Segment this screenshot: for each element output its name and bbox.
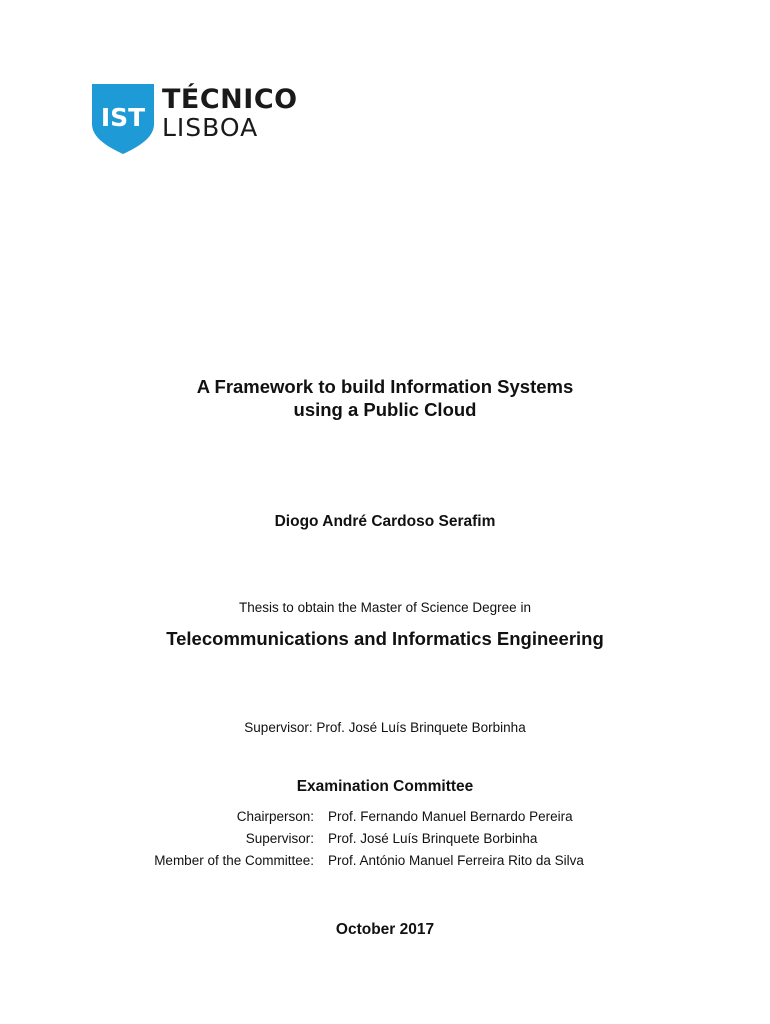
committee-role: Member of the Committee:: [154, 853, 314, 868]
committee-member: Prof. António Manuel Ferreira Rito da Silva: [328, 853, 584, 868]
thesis-intro: Thesis to obtain the Master of Science Degree in: [239, 600, 531, 615]
submission-date: October 2017: [335, 921, 435, 938]
author-name: Diogo André Cardoso Serafim: [274, 513, 496, 530]
committee-list: [0, 806, 770, 872]
title-line-2: using a Public Cloud: [293, 399, 477, 420]
committee-row: [0, 806, 770, 828]
committee-row: [0, 828, 770, 850]
committee-heading: Examination Committee: [296, 778, 474, 795]
thesis-title: [0, 375, 770, 421]
committee-role: Supervisor:: [245, 831, 314, 846]
logo-text-tecnico: TÉCNICO: [162, 84, 298, 115]
title-line-1: A Framework to build Information Systems: [196, 376, 574, 397]
committee-role: Chairperson:: [236, 809, 314, 824]
ist-mark: IST: [100, 103, 146, 132]
supervisor-line: Supervisor: Prof. José Luís Brinquete Borbinha: [244, 720, 526, 735]
committee-member: Prof. Fernando Manuel Bernardo Pereira: [328, 809, 573, 824]
ist-shield-icon: [92, 84, 154, 154]
degree-name: Telecommunications and Informatics Engineering: [166, 628, 604, 649]
logo-text-lisboa: LISBOA: [162, 113, 259, 142]
tecnico-lisboa-logo: [92, 84, 298, 156]
committee-row: [0, 850, 770, 872]
committee-member: Prof. José Luís Brinquete Borbinha: [328, 831, 538, 846]
